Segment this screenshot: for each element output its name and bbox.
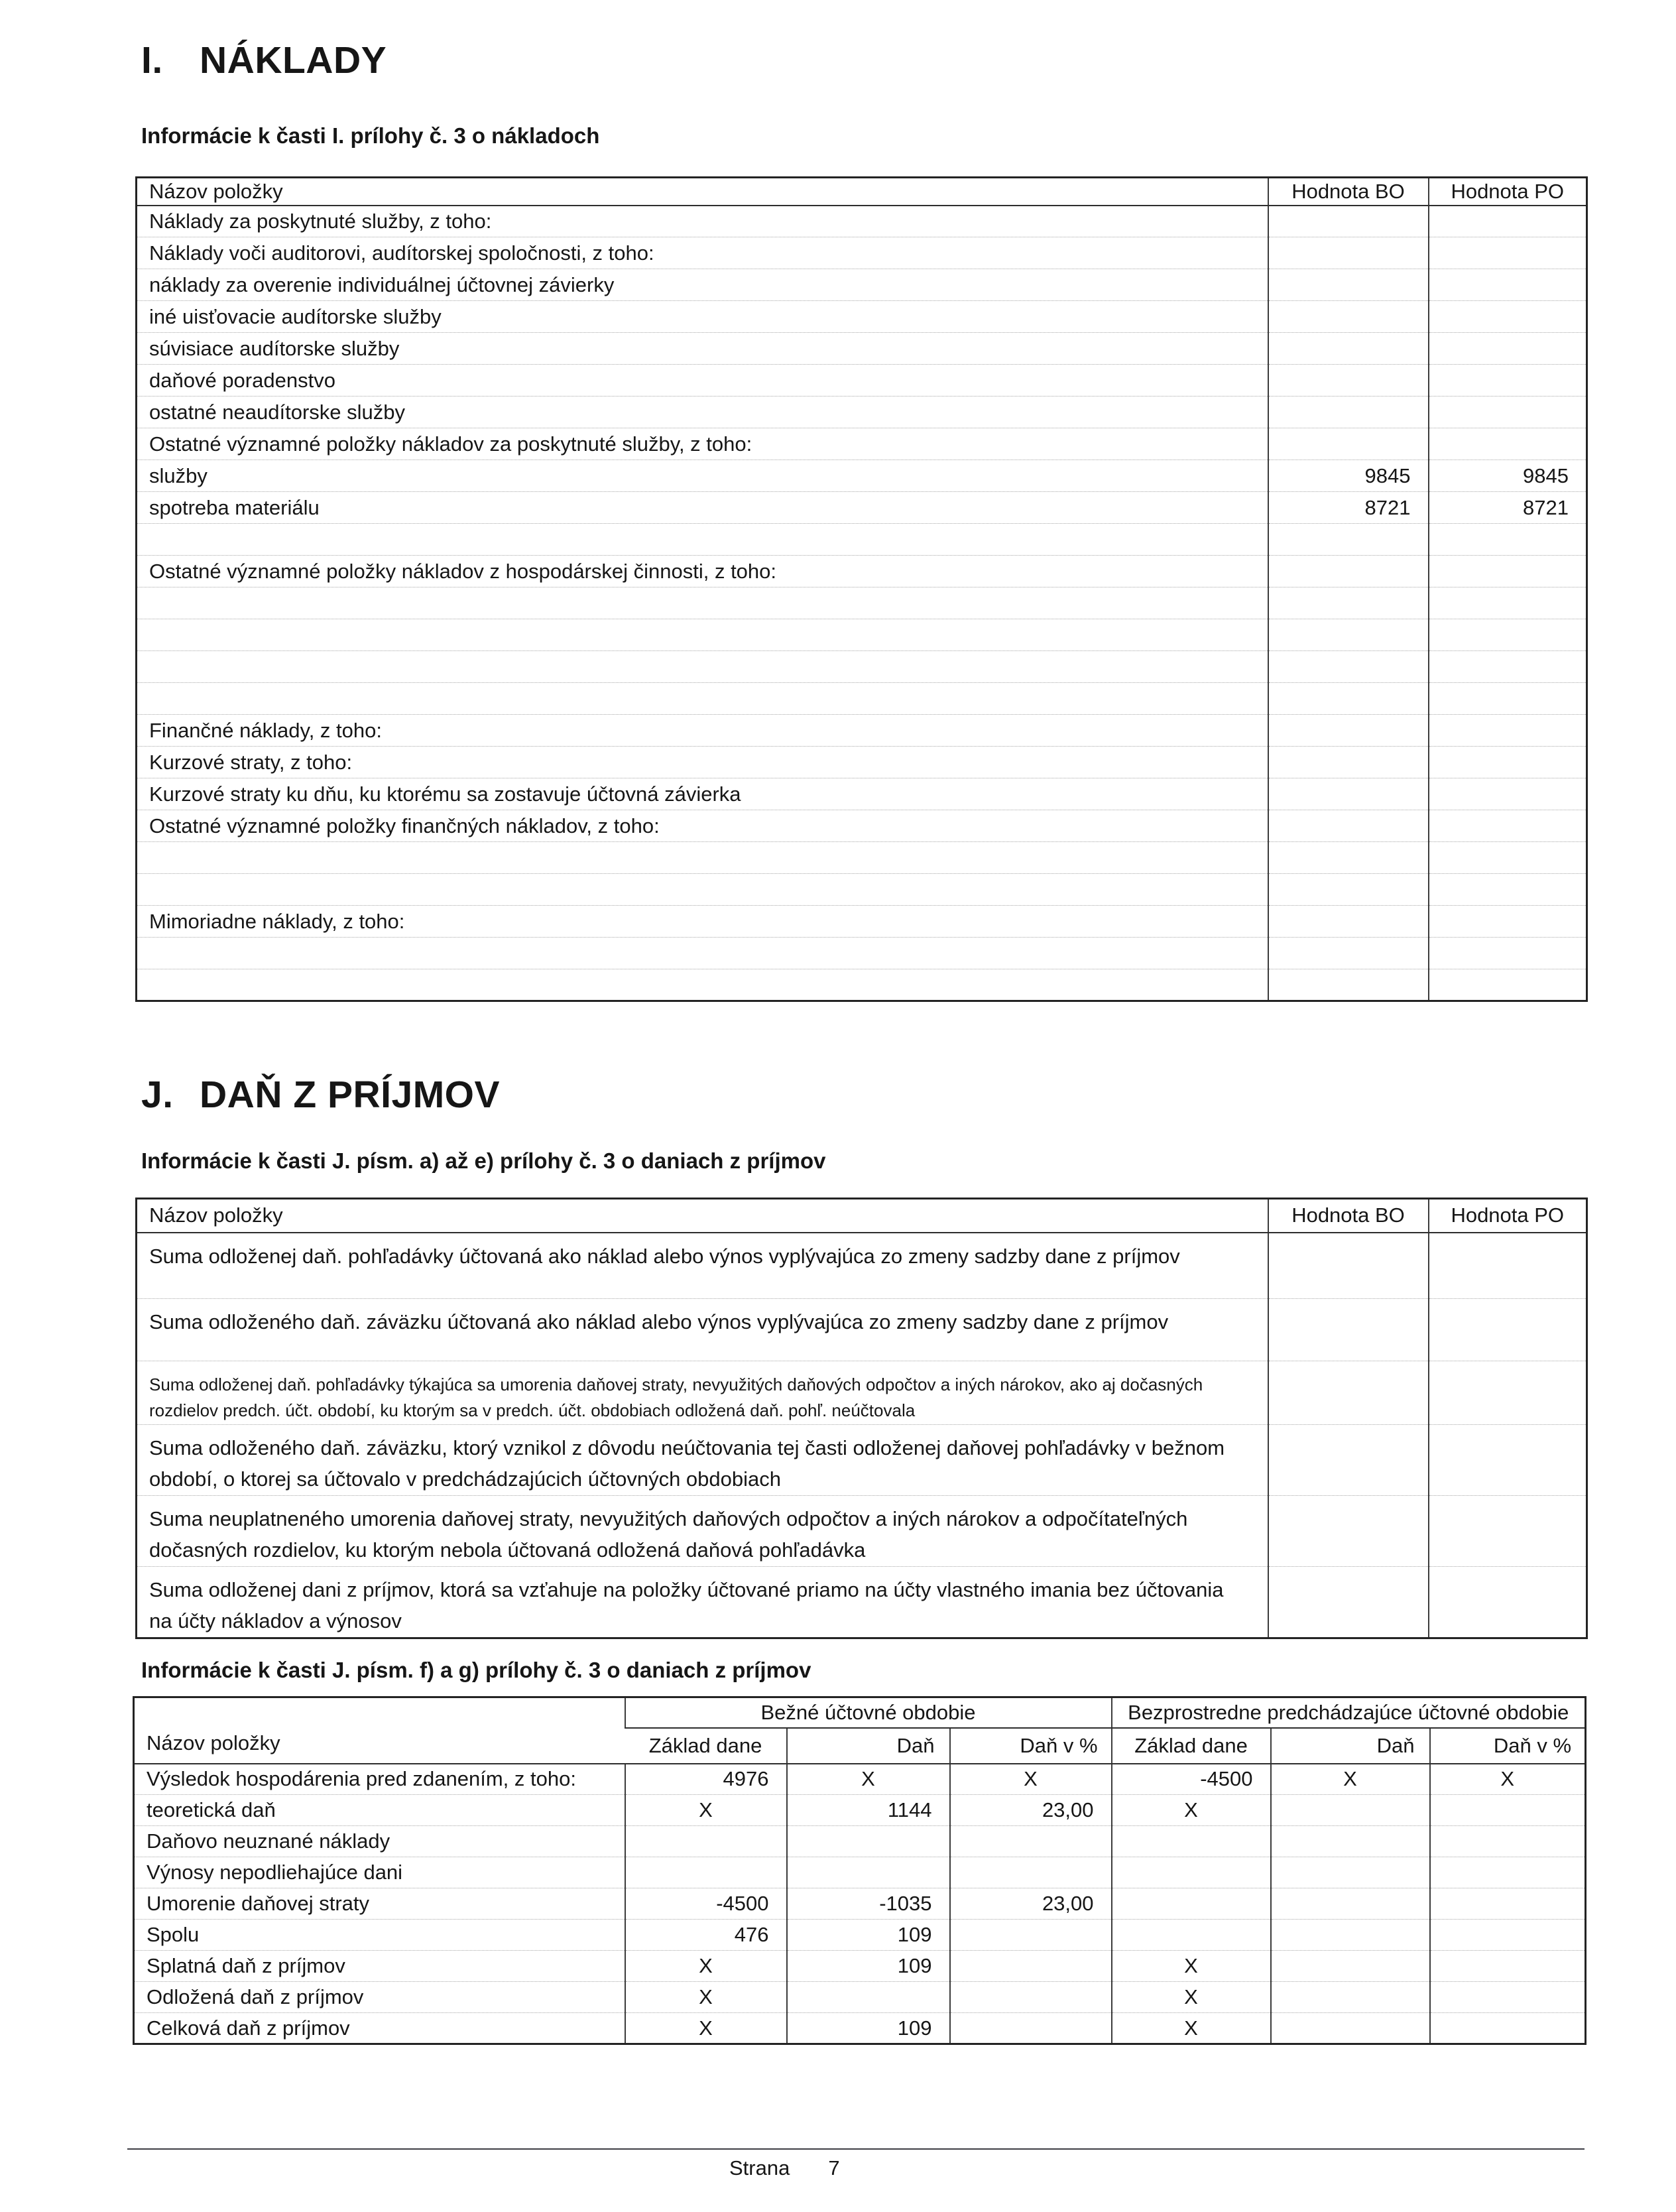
table-row bbox=[137, 810, 1587, 842]
cell bbox=[1112, 1920, 1271, 1951]
cell: X bbox=[625, 2013, 787, 2044]
table-row bbox=[137, 874, 1587, 906]
cell bbox=[1112, 1826, 1271, 1857]
table-row bbox=[134, 1826, 1586, 1857]
value-bo bbox=[1268, 778, 1429, 810]
value-bo bbox=[1268, 1425, 1429, 1496]
cell bbox=[1271, 1951, 1430, 1982]
value-po bbox=[1429, 428, 1587, 460]
table-row bbox=[137, 683, 1587, 715]
row-label: Ostatné významné položky nákladov z hospodárskej činnosti, z toho: bbox=[137, 556, 1268, 587]
cell bbox=[1430, 1795, 1586, 1826]
table-row bbox=[134, 1795, 1586, 1826]
cell bbox=[1430, 1857, 1586, 1888]
value-po bbox=[1429, 969, 1587, 1001]
section-j-title: DAŇ Z PRÍJMOV bbox=[200, 1074, 501, 1116]
cell: 109 bbox=[787, 1920, 950, 1951]
value-bo bbox=[1268, 969, 1429, 1001]
cell: 109 bbox=[787, 1951, 950, 1982]
column-header-name: Názov položky bbox=[137, 1199, 1268, 1233]
section-j-subtitle-f-g: Informácie k časti J. písm. f) a g) prílohy č. 3 o daniach z príjmov bbox=[141, 1658, 811, 1682]
row-label: Celková daň z príjmov bbox=[147, 2016, 350, 2040]
cell: X bbox=[787, 1764, 950, 1795]
cell: X bbox=[1112, 1795, 1271, 1826]
table-row bbox=[137, 587, 1587, 619]
cell bbox=[1430, 1826, 1586, 1857]
value-po bbox=[1429, 365, 1587, 397]
value-po bbox=[1429, 747, 1587, 778]
row-label bbox=[137, 524, 1268, 556]
column-header-tax-base-previous: Základ dane bbox=[1112, 1728, 1271, 1764]
cell bbox=[1271, 2013, 1430, 2044]
row-label: Výnosy nepodliehajúce dani bbox=[134, 1857, 625, 1888]
table-row bbox=[137, 365, 1587, 397]
value-bo bbox=[1268, 906, 1429, 938]
table-row bbox=[137, 428, 1587, 460]
column-header-tax-base-current: Základ dane bbox=[625, 1728, 787, 1764]
footer-divider bbox=[127, 2148, 1585, 2150]
footer-page-number: 7 bbox=[828, 2156, 840, 2180]
cell bbox=[1112, 1857, 1271, 1888]
page-footer bbox=[729, 2156, 840, 2180]
column-header-tax-current: Daň bbox=[787, 1728, 950, 1764]
cell: X bbox=[1430, 1764, 1586, 1795]
value-bo bbox=[1268, 1496, 1429, 1567]
cell: X bbox=[625, 1982, 787, 2013]
value-po bbox=[1429, 874, 1587, 906]
value-bo bbox=[1268, 683, 1429, 715]
row-label: daňové poradenstvo bbox=[137, 365, 1268, 397]
value-bo bbox=[1268, 365, 1429, 397]
value-po bbox=[1429, 715, 1587, 747]
value-bo: 8721 bbox=[1268, 492, 1429, 524]
row-label: Suma neuplatneného umorenia daňovej straty, nevyužitých daňových odpočtov a iných nárokov a odpočítateľných dočasných rozdielov, ku ktorým nebola účtovaná odložená daňová pohľadávka bbox=[137, 1496, 1268, 1567]
cell: X bbox=[625, 1951, 787, 1982]
row-label: Suma odloženého daň. záväzku, ktorý vznikol z dôvodu neúčtovania tej časti odloženej daňovej pohľadávky v bežnom období, o ktorej sa účtovalo v predchádzajúcich účtovných obdobiach bbox=[137, 1425, 1268, 1496]
table-row bbox=[137, 1361, 1587, 1425]
cell: 109 bbox=[787, 2013, 950, 2044]
row-label: Finančné náklady, z toho: bbox=[137, 715, 1268, 747]
table-row bbox=[134, 1857, 1586, 1888]
value-po bbox=[1429, 1425, 1587, 1496]
section-i-heading bbox=[141, 38, 387, 82]
value-po bbox=[1429, 1299, 1587, 1361]
table-row bbox=[137, 1233, 1587, 1299]
cell bbox=[950, 1982, 1112, 2013]
cell bbox=[1271, 1982, 1430, 2013]
cell bbox=[1271, 1857, 1430, 1888]
table-row bbox=[134, 1764, 1586, 1795]
table-row bbox=[137, 333, 1587, 365]
value-po bbox=[1429, 397, 1587, 428]
value-bo bbox=[1268, 587, 1429, 619]
cell: X bbox=[1112, 2013, 1271, 2044]
row-label: Mimoriadne náklady, z toho: bbox=[137, 906, 1268, 938]
value-po bbox=[1429, 619, 1587, 651]
cell bbox=[950, 1826, 1112, 1857]
row-label: Daňovo neuznané náklady bbox=[134, 1826, 625, 1857]
row-label: Kurzové straty, z toho: bbox=[137, 747, 1268, 778]
value-bo bbox=[1268, 206, 1429, 237]
table-row bbox=[137, 715, 1587, 747]
section-i-title: NÁKLADY bbox=[200, 39, 387, 82]
table-row bbox=[134, 1951, 1586, 1982]
row-label: Spolu bbox=[134, 1920, 625, 1951]
row-label: Výsledok hospodárenia pred zdanením, z toho: bbox=[134, 1764, 625, 1795]
cell: 23,00 bbox=[950, 1795, 1112, 1826]
value-bo bbox=[1268, 556, 1429, 587]
table-row bbox=[137, 301, 1587, 333]
row-label: služby bbox=[137, 460, 1268, 492]
table-row bbox=[137, 237, 1587, 269]
row-label: náklady za overenie individuálnej účtovnej závierky bbox=[137, 269, 1268, 301]
value-po bbox=[1429, 1361, 1587, 1425]
cell: 1144 bbox=[787, 1795, 950, 1826]
table-row bbox=[137, 1567, 1587, 1638]
value-po bbox=[1429, 938, 1587, 969]
cell: X bbox=[1112, 1982, 1271, 2013]
value-po bbox=[1429, 237, 1587, 269]
row-label bbox=[137, 969, 1268, 1001]
footer-label: Strana bbox=[729, 2156, 790, 2180]
table-row bbox=[137, 651, 1587, 683]
row-label: iné uisťovacie audítorske služby bbox=[137, 301, 1268, 333]
value-bo bbox=[1268, 301, 1429, 333]
row-label bbox=[137, 938, 1268, 969]
value-bo bbox=[1268, 333, 1429, 365]
cell: -4500 bbox=[1112, 1764, 1271, 1795]
value-bo bbox=[1268, 269, 1429, 301]
row-label: ostatné neaudítorske služby bbox=[137, 397, 1268, 428]
cell bbox=[787, 1982, 950, 2013]
value-po bbox=[1429, 206, 1587, 237]
row-label: Suma odloženej dani z príjmov, ktorá sa vzťahuje na položky účtované priamo na účty vlastného imania bez účtovania na účty nákladov a výnosov bbox=[149, 1578, 1224, 1632]
table-row bbox=[134, 1920, 1586, 1951]
value-bo bbox=[1268, 874, 1429, 906]
value-po bbox=[1429, 778, 1587, 810]
table-row bbox=[137, 747, 1587, 778]
group-header-current-period: Bežné účtovné obdobie bbox=[625, 1697, 1112, 1728]
table-row bbox=[137, 778, 1587, 810]
value-bo bbox=[1268, 524, 1429, 556]
value-bo bbox=[1268, 1361, 1429, 1425]
cell bbox=[625, 1857, 787, 1888]
table-row bbox=[134, 1888, 1586, 1920]
table-row bbox=[137, 206, 1587, 237]
row-label: spotreba materiálu bbox=[137, 492, 1268, 524]
cell bbox=[950, 1951, 1112, 1982]
value-bo bbox=[1268, 397, 1429, 428]
cell bbox=[1430, 1920, 1586, 1951]
cell: X bbox=[1271, 1764, 1430, 1795]
cell: -4500 bbox=[625, 1888, 787, 1920]
row-label: Náklady voči auditorovi, audítorskej spoločnosti, z toho: bbox=[137, 237, 1268, 269]
value-bo: 9845 bbox=[1268, 460, 1429, 492]
column-header-tax-pct-previous: Daň v % bbox=[1430, 1728, 1586, 1764]
value-bo bbox=[1268, 1299, 1429, 1361]
cell bbox=[787, 1857, 950, 1888]
table-row bbox=[137, 842, 1587, 874]
table-group-header-row bbox=[134, 1697, 1586, 1728]
value-bo bbox=[1268, 810, 1429, 842]
dan-z-prijmov-table-a-e bbox=[135, 1198, 1588, 1639]
row-label: Suma odloženej daň. pohľadávky týkajúca sa umorenia daňovej straty, nevyužitých daňových odpočtov a iných nárokov, ako aj dočasných rozdielov predch. účt. období, ku ktorým sa v predch. účt. obdobiach odložená daň. pohľ. neúčtovala bbox=[137, 1361, 1268, 1425]
row-label: Suma odloženého daň. záväzku účtovaná ako náklad alebo výnos vyplývajúca zo zmeny sadzby dane z príjmov bbox=[137, 1299, 1268, 1361]
table-row bbox=[137, 619, 1587, 651]
table-row bbox=[137, 492, 1587, 524]
cell bbox=[1271, 1795, 1430, 1826]
row-label bbox=[137, 587, 1268, 619]
value-po bbox=[1429, 810, 1587, 842]
value-po bbox=[1429, 906, 1587, 938]
cell bbox=[1430, 1951, 1586, 1982]
value-bo bbox=[1268, 651, 1429, 683]
table-row bbox=[137, 938, 1587, 969]
value-po bbox=[1429, 1233, 1587, 1299]
cell: -1035 bbox=[787, 1888, 950, 1920]
table-row bbox=[137, 524, 1587, 556]
column-header-tax-pct-current: Daň v % bbox=[950, 1728, 1112, 1764]
table-row bbox=[137, 969, 1587, 1001]
cell bbox=[625, 1826, 787, 1857]
row-label: Ostatné významné položky nákladov za poskytnuté služby, z toho: bbox=[137, 428, 1268, 460]
table-row bbox=[137, 906, 1587, 938]
table-row bbox=[137, 1496, 1587, 1567]
column-header-po: Hodnota PO bbox=[1429, 178, 1587, 206]
column-header-bo: Hodnota BO bbox=[1268, 178, 1429, 206]
cell: X bbox=[625, 1795, 787, 1826]
cell bbox=[950, 1920, 1112, 1951]
cell: 476 bbox=[625, 1920, 787, 1951]
table-row bbox=[137, 397, 1587, 428]
column-header-name: Názov položky bbox=[134, 1697, 625, 1764]
row-label bbox=[137, 874, 1268, 906]
value-po: 9845 bbox=[1429, 460, 1587, 492]
group-header-previous-period: Bezprostredne predchádzajúce účtovné obdobie bbox=[1112, 1697, 1586, 1728]
value-po bbox=[1429, 524, 1587, 556]
value-po bbox=[1429, 651, 1587, 683]
cell bbox=[1430, 2013, 1586, 2044]
value-bo bbox=[1268, 1233, 1429, 1299]
value-bo bbox=[1268, 1567, 1429, 1638]
table-header-row bbox=[137, 178, 1587, 206]
row-label: Náklady za poskytnuté služby, z toho: bbox=[137, 206, 1268, 237]
table-row bbox=[137, 460, 1587, 492]
column-header-bo: Hodnota BO bbox=[1268, 1199, 1429, 1233]
value-po bbox=[1429, 587, 1587, 619]
row-label bbox=[137, 683, 1268, 715]
row-label: Ostatné významné položky finančných nákladov, z toho: bbox=[137, 810, 1268, 842]
row-label: teoretická daň bbox=[134, 1795, 625, 1826]
cell: 4976 bbox=[625, 1764, 787, 1795]
table-row bbox=[134, 1982, 1586, 2013]
value-po bbox=[1429, 1496, 1587, 1567]
cell bbox=[1271, 1888, 1430, 1920]
value-po bbox=[1429, 333, 1587, 365]
cell bbox=[950, 2013, 1112, 2044]
value-po bbox=[1429, 1567, 1587, 1638]
table-row bbox=[137, 556, 1587, 587]
value-bo bbox=[1268, 747, 1429, 778]
column-header-po: Hodnota PO bbox=[1429, 1199, 1587, 1233]
value-po bbox=[1429, 842, 1587, 874]
value-bo bbox=[1268, 715, 1429, 747]
section-j-heading bbox=[141, 1073, 500, 1117]
naklady-table bbox=[135, 176, 1588, 1002]
value-bo bbox=[1268, 619, 1429, 651]
cell bbox=[950, 1857, 1112, 1888]
section-i-subtitle: Informácie k časti I. prílohy č. 3 o nákladoch bbox=[141, 123, 600, 148]
cell: X bbox=[1112, 1951, 1271, 1982]
cell: X bbox=[950, 1764, 1112, 1795]
value-po: 8721 bbox=[1429, 492, 1587, 524]
cell bbox=[1430, 1888, 1586, 1920]
row-label: súvisiace audítorske služby bbox=[137, 333, 1268, 365]
row-label bbox=[137, 619, 1268, 651]
row-label: Kurzové straty ku dňu, ku ktorému sa zostavuje účtovná závierka bbox=[137, 778, 1268, 810]
section-i-number: I. bbox=[141, 39, 163, 82]
section-j-number: J. bbox=[141, 1074, 174, 1116]
value-po bbox=[1429, 556, 1587, 587]
section-j-subtitle-a-e: Informácie k časti J. písm. a) až e) prílohy č. 3 o daniach z príjmov bbox=[141, 1148, 826, 1173]
table-row bbox=[134, 2013, 1586, 2044]
column-header-name: Názov položky bbox=[137, 178, 1268, 206]
cell bbox=[1271, 1826, 1430, 1857]
value-po bbox=[1429, 269, 1587, 301]
column-header-tax-previous: Daň bbox=[1271, 1728, 1430, 1764]
table-row bbox=[137, 269, 1587, 301]
cell bbox=[1271, 1920, 1430, 1951]
value-bo bbox=[1268, 842, 1429, 874]
cell: 23,00 bbox=[950, 1888, 1112, 1920]
value-bo bbox=[1268, 938, 1429, 969]
dan-z-prijmov-table-f-g bbox=[133, 1696, 1586, 2045]
value-bo bbox=[1268, 428, 1429, 460]
value-bo bbox=[1268, 237, 1429, 269]
row-label: Odložená daň z príjmov bbox=[134, 1982, 625, 2013]
row-label: Splatná daň z príjmov bbox=[134, 1951, 625, 1982]
table-row bbox=[137, 1299, 1587, 1361]
cell bbox=[1430, 1982, 1586, 2013]
table-header-row bbox=[137, 1199, 1587, 1233]
table-row bbox=[137, 1425, 1587, 1496]
value-po bbox=[1429, 683, 1587, 715]
value-po bbox=[1429, 301, 1587, 333]
row-label: Umorenie daňovej straty bbox=[134, 1888, 625, 1920]
row-label bbox=[137, 842, 1268, 874]
row-label: Suma odloženej daň. pohľadávky účtovaná ako náklad alebo výnos vyplývajúca zo zmeny sadzby dane z príjmov bbox=[137, 1233, 1268, 1299]
cell bbox=[787, 1826, 950, 1857]
row-label bbox=[137, 651, 1268, 683]
cell bbox=[1112, 1888, 1271, 1920]
